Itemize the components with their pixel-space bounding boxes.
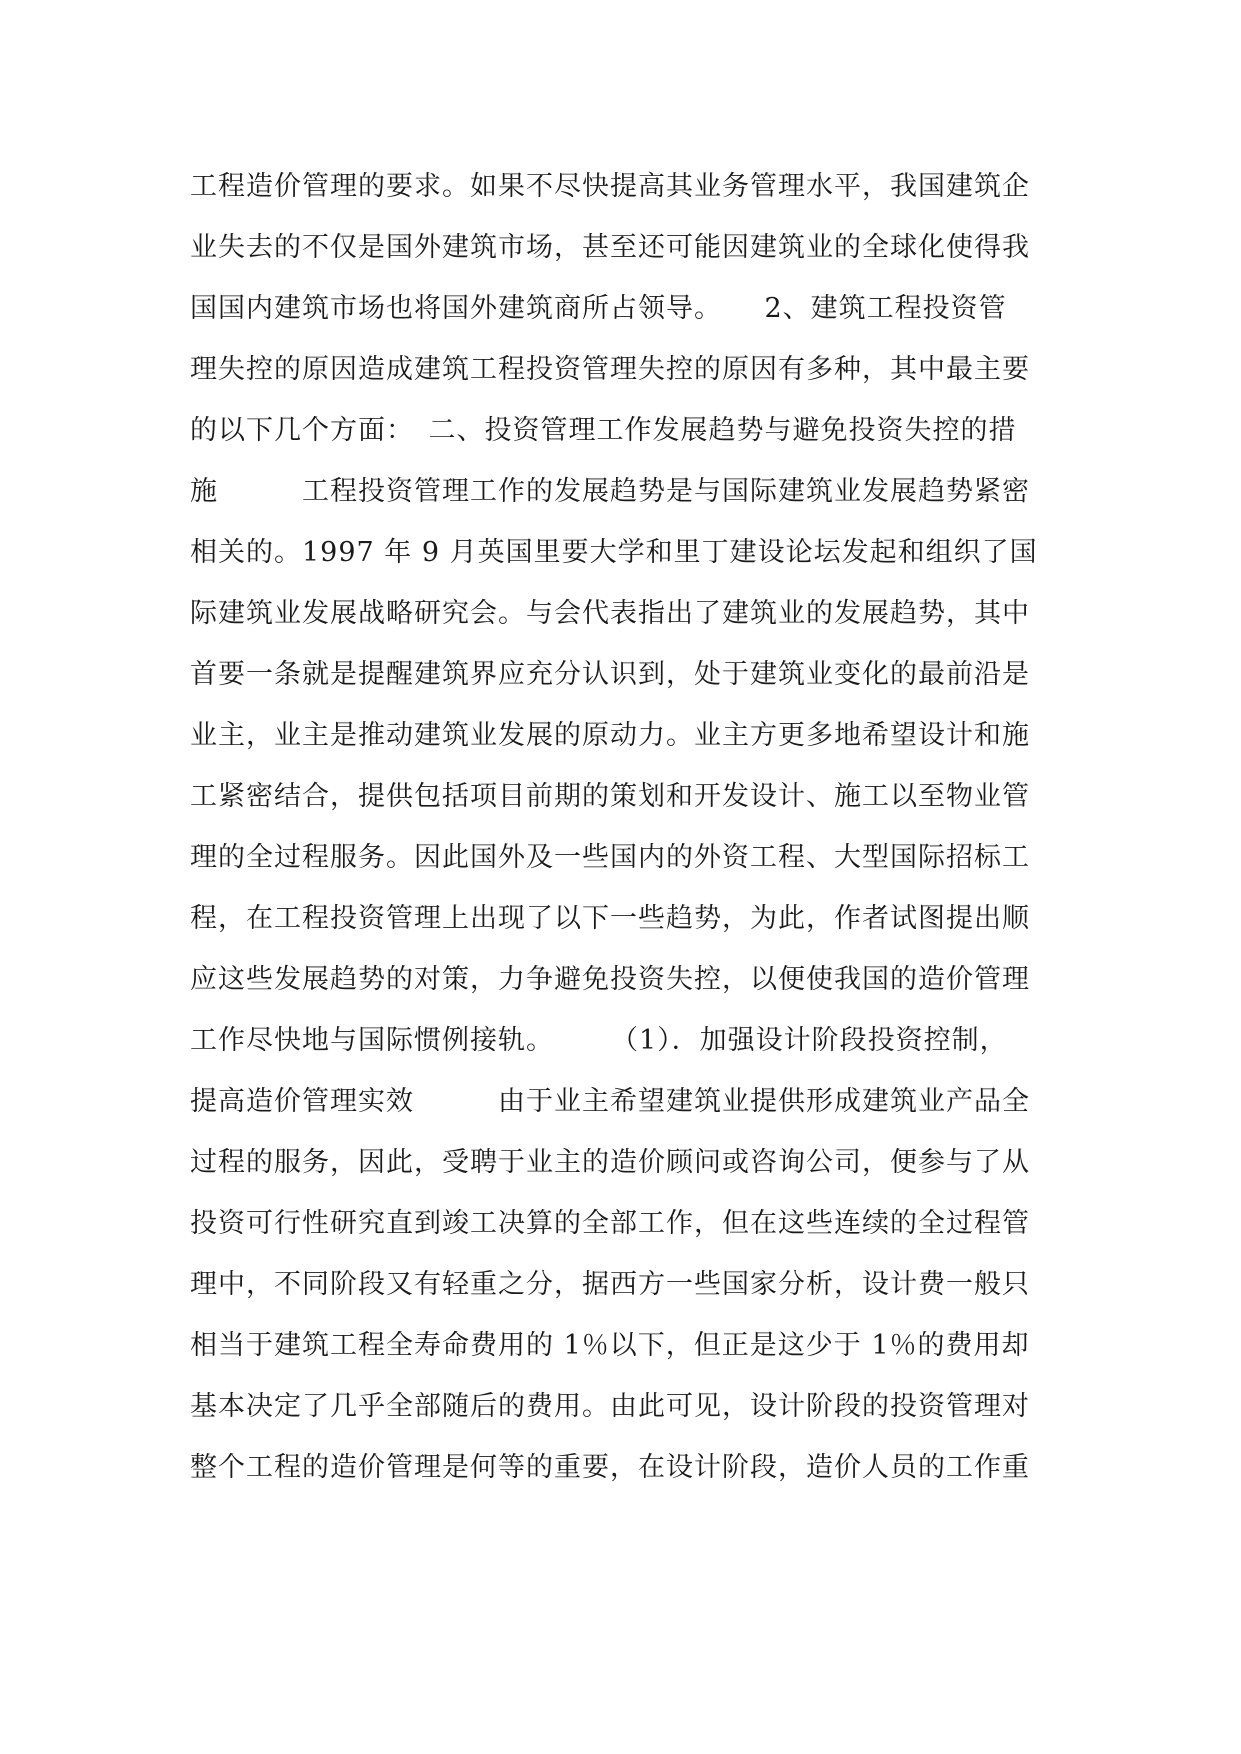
text-line: 工紧密结合，提供包括项目前期的策划和开发设计、施工以至物业管 xyxy=(190,781,1030,812)
text-line: 理失控的原因造成建筑工程投资管理失控的原因有多种，其中最主要 xyxy=(190,354,1030,385)
text-line: 相关的。1997 年 9 月英国里要大学和里丁建设论坛发起和组织了国 xyxy=(190,537,1038,568)
text-line: 的以下几个方面： 二、投资管理工作发展趋势与避免投资失控的措 xyxy=(190,415,1017,446)
text-line: 际建筑业发展战略研究会。与会代表指出了建筑业的发展趋势，其中 xyxy=(190,598,1030,629)
text-line: 应这些发展趋势的对策，力争避免投资失控，以便使我国的造价管理 xyxy=(190,964,1030,995)
text-line: 业主，业主是推动建筑业发展的原动力。业主方更多地希望设计和施 xyxy=(190,720,1030,751)
text-line: 相当于建筑工程全寿命费用的 1％以下，但正是这少于 1％的费用却 xyxy=(190,1330,1030,1361)
text-line: 国国内建筑市场也将国外建筑商所占领导。 2、建筑工程投资管 xyxy=(190,293,1007,324)
text-line: 工作尽快地与国际惯例接轨。 （1）．加强设计阶段投资控制， xyxy=(190,1025,1008,1056)
text-line: 整个工程的造价管理是何等的重要，在设计阶段，造价人员的工作重 xyxy=(190,1452,1030,1483)
text-line: 业失去的不仅是国外建筑市场，甚至还可能因建筑业的全球化使得我 xyxy=(190,232,1030,263)
body-text xyxy=(190,156,1050,1498)
text-line: 投资可行性研究直到竣工决算的全部工作，但在这些连续的全过程管 xyxy=(190,1208,1030,1239)
text-line: 过程的服务，因此，受聘于业主的造价顾问或咨询公司，便参与了从 xyxy=(190,1147,1030,1178)
text-line: 首要一条就是提醒建筑界应充分认识到，处于建筑业变化的最前沿是 xyxy=(190,659,1030,690)
text-line: 理的全过程服务。因此国外及一些国内的外资工程、大型国际招标工 xyxy=(190,842,1030,873)
text-line: 理中，不同阶段又有轻重之分，据西方一些国家分析，设计费一般只 xyxy=(190,1269,1030,1300)
text-line: 基本决定了几乎全部随后的费用。由此可见，设计阶段的投资管理对 xyxy=(190,1391,1030,1422)
text-line: 工程造价管理的要求。如果不尽快提高其业务管理水平，我国建筑企 xyxy=(190,171,1030,202)
text-line: 程，在工程投资管理上出现了以下一些趋势，为此，作者试图提出顺 xyxy=(190,903,1030,934)
text-line: 施 工程投资管理工作的发展趋势是与国际建筑业发展趋势紧密 xyxy=(190,476,1030,507)
text-line: 提高造价管理实效 由于业主希望建筑业提供形成建筑业产品全 xyxy=(190,1086,1030,1117)
